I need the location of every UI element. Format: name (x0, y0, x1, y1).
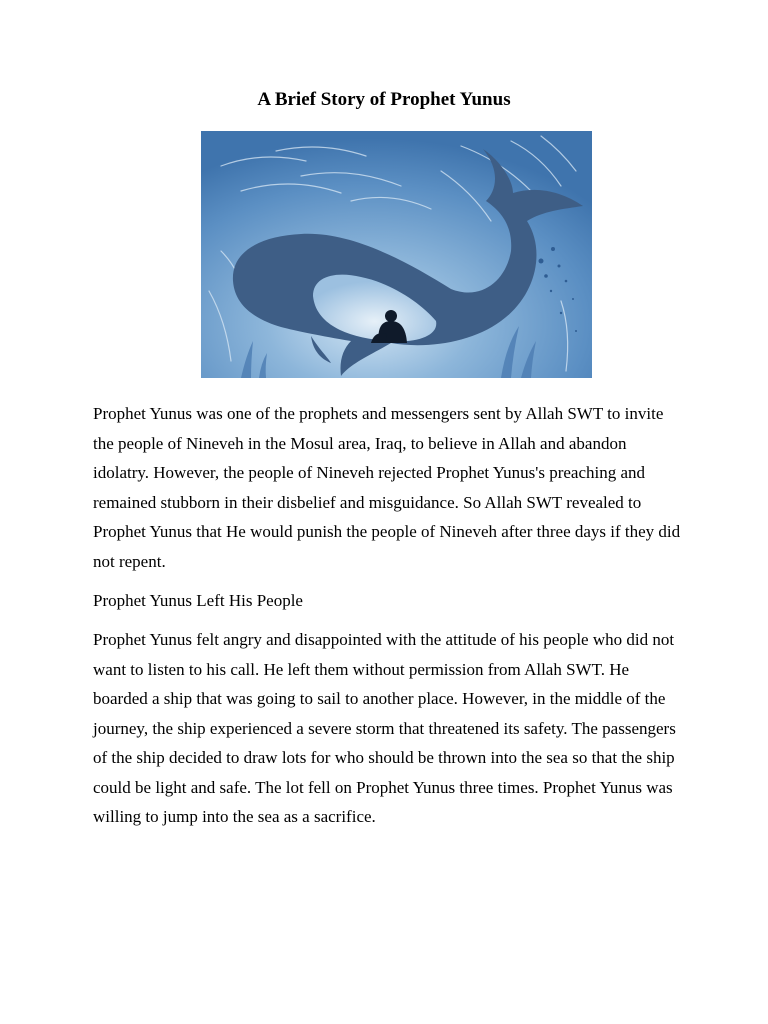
paragraph-intro: Prophet Yunus was one of the prophets and messengers sent by Allah SWT to invite the people of Nineveh in the Mosul area, Iraq, to believe in Allah and abandon idolatry. However, the people of Nineveh rejected Prophet Yunus's preaching and remained stubborn in their disbelief and misguidance. So Allah SWT revealed to Prophet Yunus that He would punish the people of Nineveh after three days if they did not repent. (93, 404, 681, 571)
whale-illustration (201, 131, 592, 378)
section-heading: Prophet Yunus Left His People (93, 591, 303, 610)
paragraph-journey: Prophet Yunus felt angry and disappointed with the attitude of his people who did not want to listen to his call. He left them without permission from Allah SWT. He boarded a ship that was going to sail to another place. However, in the middle of the journey, the ship experienced a severe storm that threatened its safety. The passengers of the ship decided to draw lots for who should be thrown into the sea so that the ship could be light and safe. The lot fell on Prophet Yunus three times. Prophet Yunus was willing to jump into the sea as a sacrifice. (93, 630, 676, 826)
page-title: A Brief Story of Prophet Yunus (257, 89, 511, 110)
